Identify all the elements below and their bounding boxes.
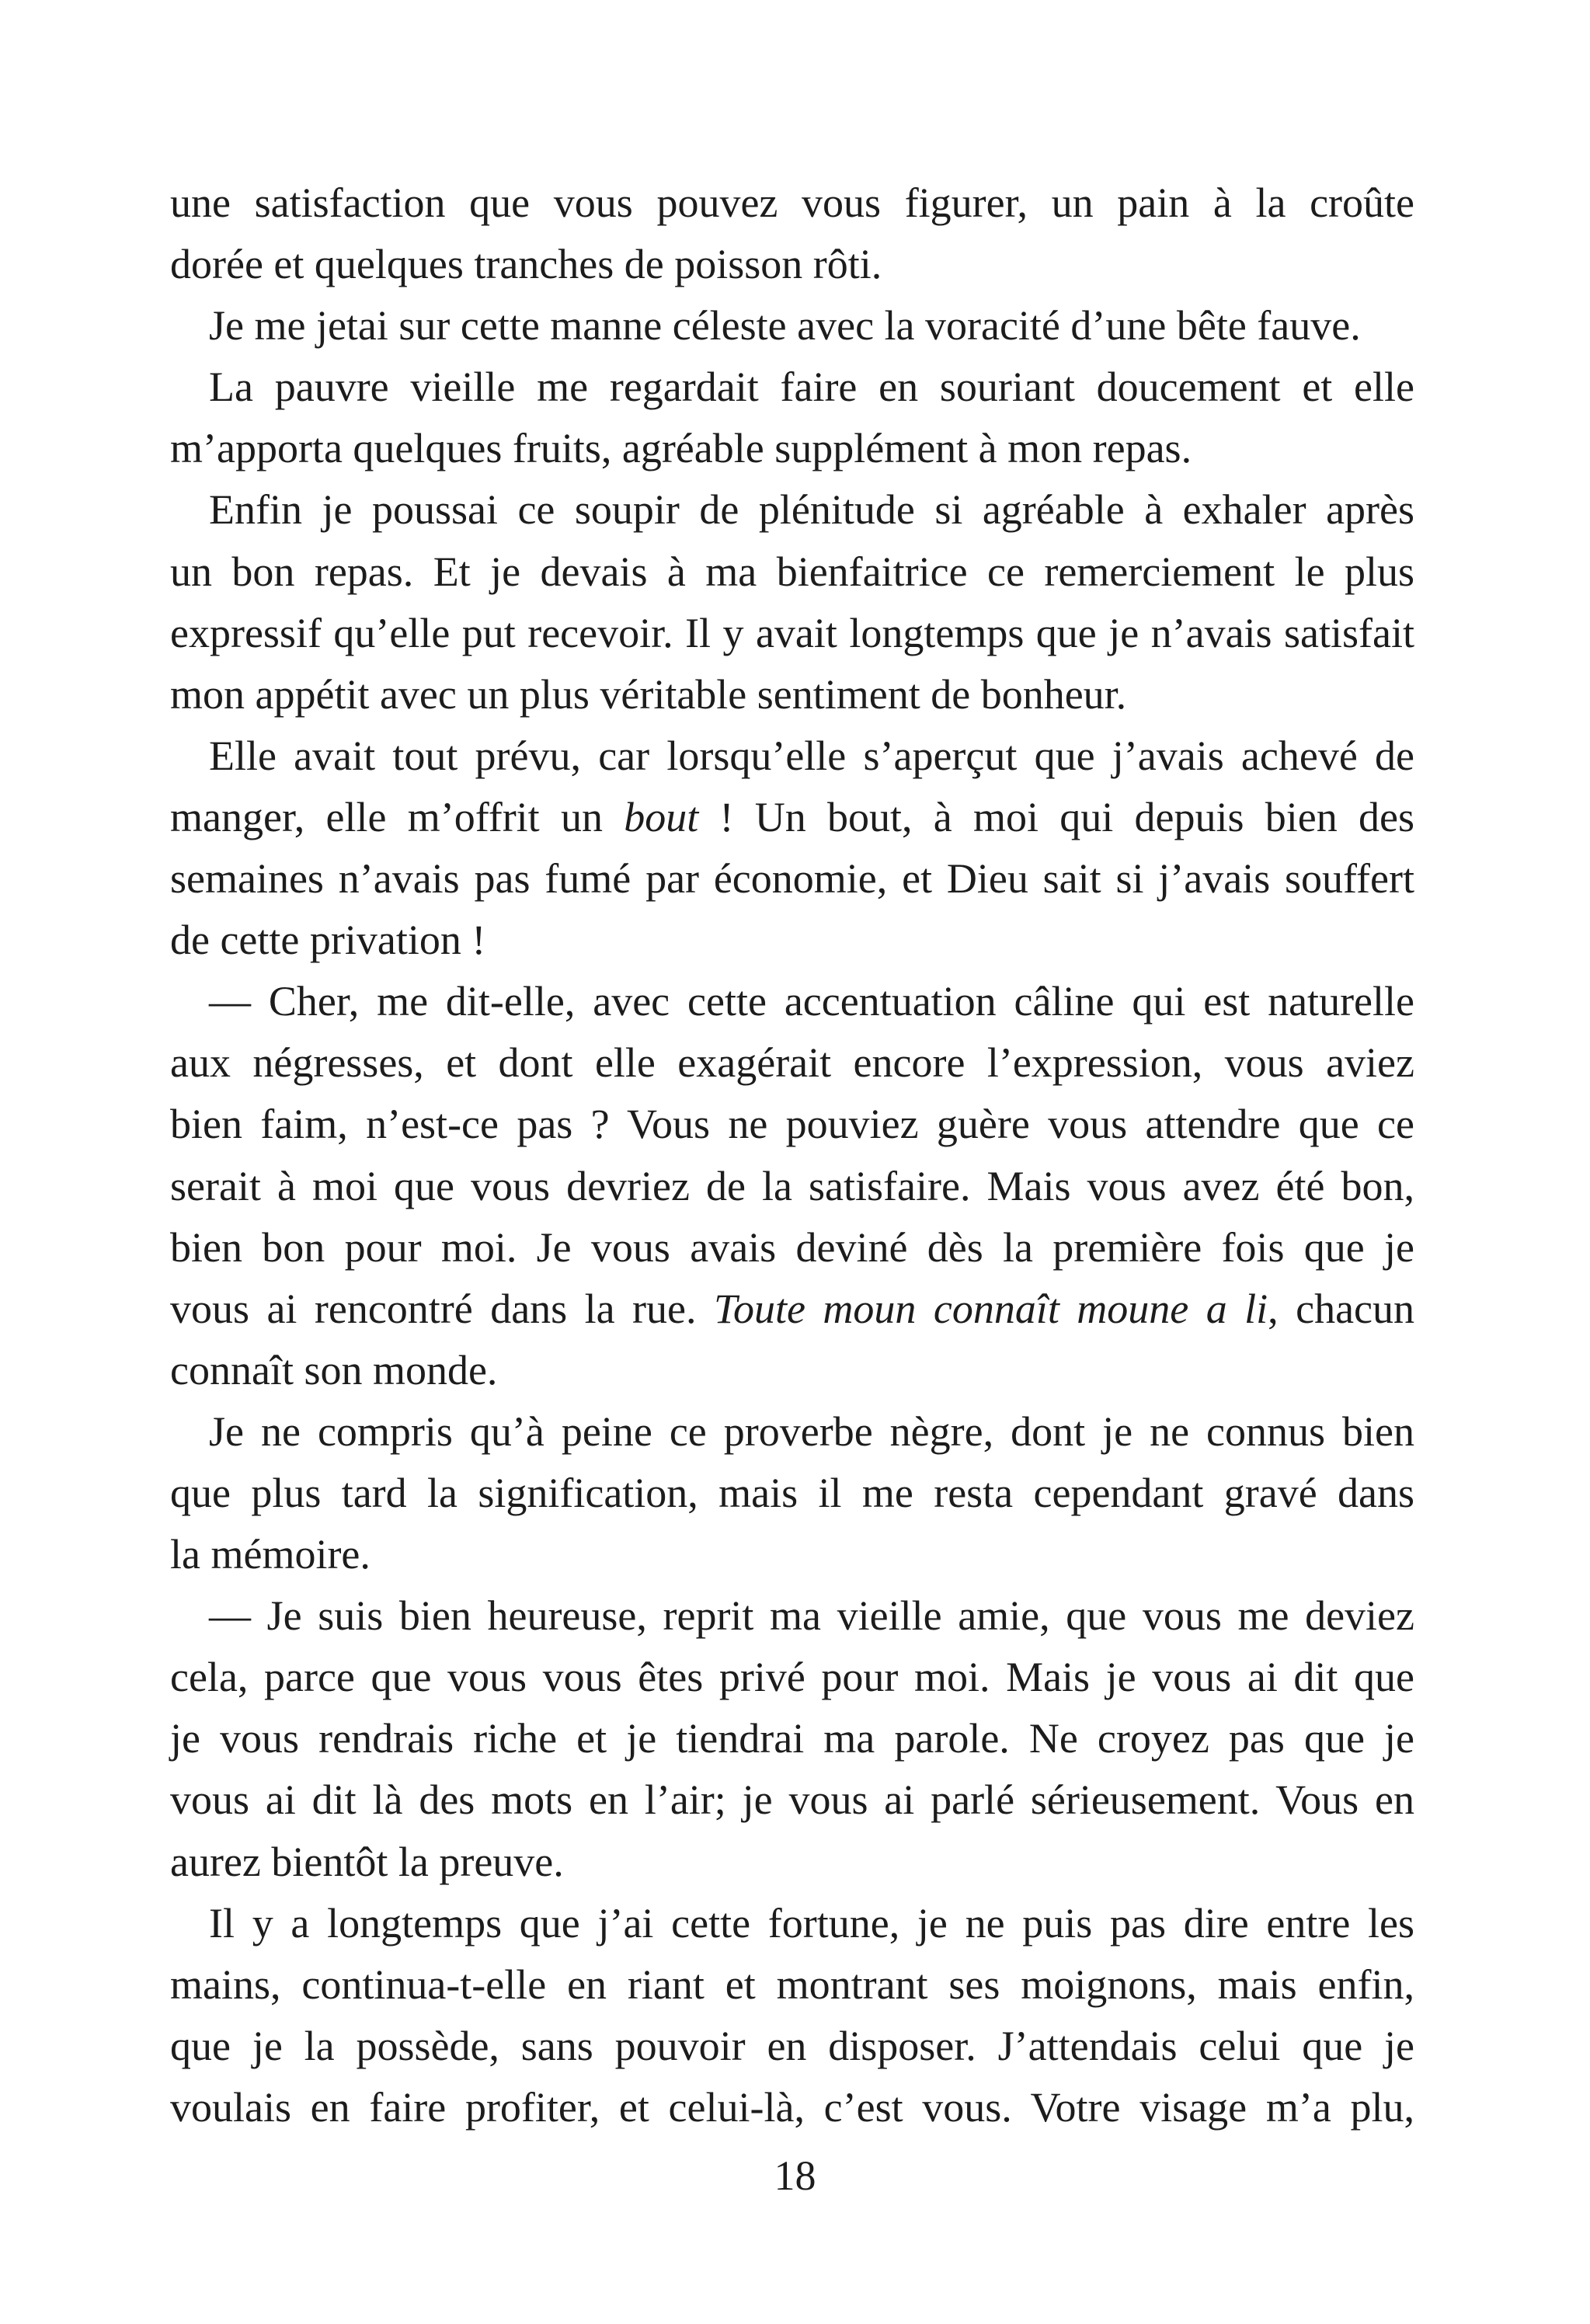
text-line: — Cher, me dit-elle, avec cette accentuation câline qui est naturelle xyxy=(209,978,1414,1025)
page-number: 18 xyxy=(774,2152,816,2199)
text-line: de cette privation ! xyxy=(170,917,486,964)
text-line: Je ne compris qu’à peine ce proverbe nègre, dont je ne connus bien xyxy=(209,1407,1414,1455)
text-line: vous ai dit là des mots en l’air; je vous ai parlé sérieusement. Vous en xyxy=(170,1776,1414,1824)
text-line: une satisfaction que vous pouvez vous figurer, un pain à la croûte xyxy=(170,179,1414,226)
text-line: bien bon pour moi. Je vous avais deviné dès la première fois que je xyxy=(170,1223,1414,1271)
text-line: voulais en faire profiter, et celui-là, c’est vous. Votre visage m’a plu, xyxy=(170,2083,1414,2131)
text-line: m’apporta quelques fruits, agréable supplément à mon repas. xyxy=(170,425,1192,472)
text-line: la mémoire. xyxy=(170,1531,371,1578)
text-line: mains, continua-t-elle en riant et montrant ses moignons, mais enfin, xyxy=(170,1960,1414,2008)
italic-word: bout xyxy=(624,793,699,840)
text-line: que je la possède, sans pouvoir en disposer. J’attendais celui que je xyxy=(170,2022,1414,2069)
text-line: serait à moi que vous devriez de la satisfaire. Mais vous avez été bon, xyxy=(170,1162,1414,1209)
text-line: bien faim, n’est-ce pas ? Vous ne pouviez guère vous attendre que ce xyxy=(170,1101,1414,1148)
body-text xyxy=(170,172,1414,2138)
text-line: connaît son monde. xyxy=(170,1346,498,1393)
text-line: expressif qu’elle put recevoir. Il y avait longtemps que je n’avais satisfait xyxy=(170,609,1414,656)
text-line: Je me jetai sur cette manne céleste avec la voracité d’une bête fauve. xyxy=(209,302,1361,350)
text-line: dorée et quelques tranches de poisson rôti. xyxy=(170,241,882,288)
text-line: La pauvre vieille me regardait faire en souriant doucement et elle xyxy=(209,364,1414,411)
text-line: Il y a longtemps que j’ai cette fortune, je ne puis pas dire entre les xyxy=(209,1899,1414,1947)
text-line: — Je suis bien heureuse, reprit ma vieille amie, que vous me deviez xyxy=(209,1592,1414,1640)
italic-proverb: Toute moun connaît moune a li xyxy=(713,1285,1268,1332)
text-line: un bon repas. Et je devais à ma bienfaitrice ce remerciement le plus xyxy=(170,548,1414,595)
text-line: aurez bientôt la preuve. xyxy=(170,1838,564,1885)
text-line: manger, elle m’offrit un bout ! Un bout, à moi qui depuis bien des xyxy=(170,793,1414,840)
text-line: je vous rendrais riche et je tiendrai ma parole. Ne croyez pas que je xyxy=(170,1715,1414,1762)
text-line: que plus tard la signification, mais il me resta cependant gravé dans xyxy=(170,1469,1414,1516)
text-line: semaines n’avais pas fumé par économie, et Dieu sait si j’avais souffert xyxy=(170,855,1414,903)
text-line: vous ai rencontré dans la rue. Toute moun connaît moune a li, chacun xyxy=(170,1285,1415,1332)
text-line: aux négresses, et dont elle exagérait encore l’expression, vous aviez xyxy=(170,1039,1414,1087)
text-line: Elle avait tout prévu, car lorsqu’elle s’aperçut que j’avais achevé de xyxy=(209,732,1414,779)
text-line: Enfin je poussai ce soupir de plénitude si agréable à exhaler après xyxy=(209,486,1414,534)
text-line: mon appétit avec un plus véritable sentiment de bonheur. xyxy=(170,670,1127,718)
text-line: cela, parce que vous vous êtes privé pour moi. Mais je vous ai dit que xyxy=(170,1654,1414,1701)
